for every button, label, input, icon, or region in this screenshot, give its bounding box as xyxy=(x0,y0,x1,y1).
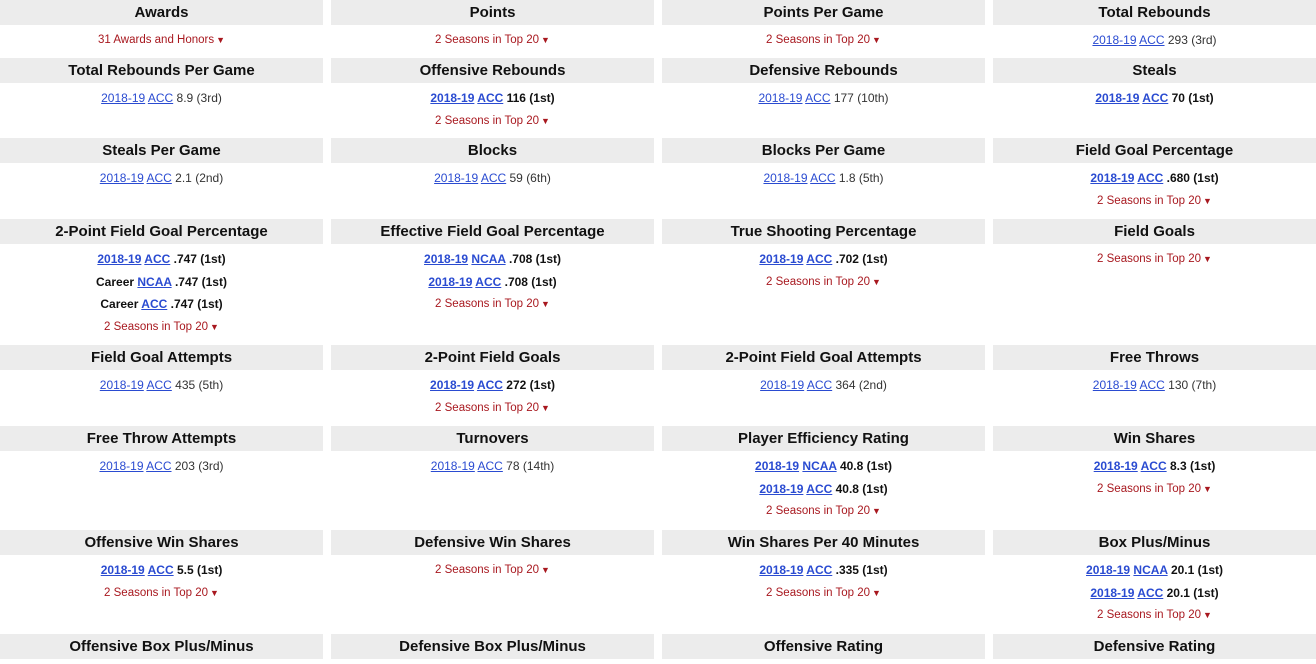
seasons-dropdown[interactable] xyxy=(331,110,654,133)
leaderboard-true-shooting-percentage xyxy=(662,219,985,345)
leaderboard-entries xyxy=(331,370,654,426)
season-link[interactable]: 2018-19 xyxy=(758,91,803,105)
leaderboard-entries xyxy=(993,451,1316,530)
conference-link[interactable]: ACC xyxy=(1140,459,1167,473)
leaderboard-title: Total Rebounds xyxy=(993,0,1316,25)
stat-entry xyxy=(0,559,323,582)
season-link[interactable]: 2018-19 xyxy=(424,252,469,266)
season-link[interactable]: 2018-19 xyxy=(1093,459,1138,473)
seasons-dropdown[interactable] xyxy=(331,397,654,420)
season-link[interactable]: 2018-19 xyxy=(97,252,142,266)
leaderboard-title: True Shooting Percentage xyxy=(662,219,985,244)
stat-value: .708 (1st) xyxy=(505,252,561,266)
conference-link[interactable]: ACC xyxy=(475,274,502,289)
dropdown-label: 2 Seasons in Top 20 xyxy=(435,34,540,46)
leaderboard-defensive-box-plus-minus xyxy=(331,634,654,664)
dropdown-label: 2 Seasons in Top 20 xyxy=(766,586,871,599)
leaderboard-row xyxy=(0,634,1316,664)
leaderboard-offensive-rating xyxy=(662,634,985,664)
caret-down-icon: ▼ xyxy=(872,587,881,598)
stat-entry xyxy=(662,559,985,582)
leaderboard-title: Points xyxy=(331,0,654,25)
leaderboard-defensive-rebounds xyxy=(662,58,985,138)
leaderboard-title: Blocks Per Game xyxy=(662,138,985,163)
conference-link[interactable]: ACC xyxy=(477,459,503,473)
leaderboard-entries xyxy=(0,163,323,219)
season-link[interactable]: 2018-19 xyxy=(760,378,805,392)
leaderboard-entries xyxy=(662,555,985,634)
dropdown-label: 2 Seasons in Top 20 xyxy=(104,320,209,333)
leaderboard-entries xyxy=(0,83,323,138)
stat-entry xyxy=(993,582,1316,605)
dropdown-label: 2 Seasons in Top 20 xyxy=(1097,609,1202,621)
dropdown-label: 2 Seasons in Top 20 xyxy=(1097,253,1202,265)
stat-entry xyxy=(331,455,654,478)
leaderboard-title: Player Efficiency Rating xyxy=(662,426,985,451)
leaderboard-entries xyxy=(662,25,985,58)
season-link[interactable]: 2018-19 xyxy=(759,252,804,266)
stat-value: .747 (1st) xyxy=(170,252,226,266)
dropdown-label: 2 Seasons in Top 20 xyxy=(766,275,871,288)
stat-value: 364 (2nd) xyxy=(832,378,887,392)
season-link[interactable]: 2018-19 xyxy=(101,91,146,105)
leaderboard-win-shares-per-40-minutes xyxy=(662,530,985,634)
leaderboard-title: 2-Point Field Goal Percentage xyxy=(0,219,323,244)
leaderboard-points-per-game xyxy=(662,0,985,58)
stat-entry xyxy=(662,87,985,110)
stat-value: 1.8 (5th) xyxy=(835,171,884,185)
stat-entry xyxy=(662,455,985,478)
stat-value: 130 (7th) xyxy=(1164,378,1217,392)
leaderboard-entries xyxy=(662,244,985,345)
stat-entry xyxy=(993,374,1316,397)
leaderboard-entries xyxy=(0,659,323,664)
stat-value: 8.9 (3rd) xyxy=(173,91,222,105)
stat-entry xyxy=(0,87,323,110)
seasons-dropdown[interactable] xyxy=(993,604,1316,627)
leaderboard-blocks xyxy=(331,138,654,219)
leaderboard-row xyxy=(0,219,1316,345)
dropdown-label: 2 Seasons in Top 20 xyxy=(1097,194,1202,207)
seasons-dropdown[interactable] xyxy=(993,248,1316,271)
stat-value: 8.3 (1st) xyxy=(1166,459,1216,473)
stat-entry xyxy=(331,87,654,110)
conference-link[interactable]: ACC xyxy=(1139,378,1165,392)
leaderboard-entries xyxy=(331,244,654,345)
leaderboard-effective-field-goal-percentage xyxy=(331,219,654,345)
dropdown-label: 2 Seasons in Top 20 xyxy=(435,564,540,576)
stat-value: 70 (1st) xyxy=(1168,91,1214,105)
stat-value: 2.1 (2nd) xyxy=(171,171,224,185)
leaderboard-box-plus-minus xyxy=(993,530,1316,634)
season-link[interactable]: 2018-19 xyxy=(1095,91,1140,105)
stat-value: .680 (1st) xyxy=(1163,171,1219,185)
stat-entry xyxy=(993,87,1316,110)
season-link[interactable]: 2018-19 xyxy=(430,378,475,392)
leaderboard-row xyxy=(0,426,1316,530)
stat-entry xyxy=(662,374,985,397)
leaderboard-field-goals xyxy=(993,219,1316,345)
conference-link[interactable]: ACC xyxy=(147,91,174,105)
dropdown-label: 2 Seasons in Top 20 xyxy=(1097,482,1202,495)
leaderboard-entries xyxy=(993,163,1316,219)
leaderboard-row xyxy=(0,530,1316,634)
season-link[interactable]: 2018-19 xyxy=(99,171,144,185)
season-link[interactable]: 2018-19 xyxy=(99,459,144,473)
stat-entry xyxy=(993,455,1316,478)
seasons-dropdown[interactable] xyxy=(331,29,654,52)
leaderboard-title: Win Shares Per 40 Minutes xyxy=(662,530,985,555)
season-link[interactable]: 2018-19 xyxy=(428,274,473,289)
leaderboard-entries xyxy=(331,25,654,58)
stat-entry xyxy=(0,167,323,190)
caret-down-icon: ▼ xyxy=(541,35,550,45)
seasons-dropdown[interactable] xyxy=(0,29,323,52)
seasons-dropdown[interactable] xyxy=(0,582,323,605)
leaderboard-entries xyxy=(993,25,1316,58)
stat-value: 203 (3rd) xyxy=(171,459,224,473)
leaderboard-title: Free Throws xyxy=(993,345,1316,370)
dropdown-label: 2 Seasons in Top 20 xyxy=(766,505,871,517)
conference-link[interactable]: ACC xyxy=(1137,171,1164,185)
conference-link[interactable]: NCAA xyxy=(471,252,506,266)
dropdown-label: 2 Seasons in Top 20 xyxy=(104,586,209,599)
leaderboard-free-throw-attempts xyxy=(0,426,323,530)
conference-link[interactable]: ACC xyxy=(480,171,507,185)
leaderboard-turnovers xyxy=(331,426,654,530)
leaderboard-title: Points Per Game xyxy=(662,0,985,25)
caret-down-icon: ▼ xyxy=(1203,610,1212,620)
leaderboard-entries xyxy=(993,555,1316,634)
conference-link[interactable]: ACC xyxy=(147,563,174,577)
stat-entry xyxy=(0,248,323,271)
leaderboard-steals-per-game xyxy=(0,138,323,219)
caret-down-icon: ▼ xyxy=(210,321,219,332)
caret-down-icon: ▼ xyxy=(1203,483,1212,494)
stat-entry xyxy=(993,559,1316,582)
caret-down-icon: ▼ xyxy=(541,402,550,413)
leaderboard-total-rebounds-per-game xyxy=(0,58,323,138)
caret-down-icon: ▼ xyxy=(872,276,881,287)
stat-value: 177 (10th) xyxy=(830,91,889,105)
stat-entry xyxy=(662,478,985,501)
seasons-dropdown[interactable] xyxy=(993,478,1316,501)
conference-link[interactable]: ACC xyxy=(806,481,833,496)
seasons-dropdown[interactable] xyxy=(0,316,323,339)
season-link[interactable]: 2018-19 xyxy=(1090,585,1135,600)
dropdown-label: 2 Seasons in Top 20 xyxy=(435,401,540,414)
conference-link[interactable]: ACC xyxy=(146,459,172,473)
leaderboard-row xyxy=(0,138,1316,219)
leaderboard-entries xyxy=(0,25,323,58)
leaderboard-entries xyxy=(993,83,1316,138)
conference-link[interactable]: ACC xyxy=(1139,33,1165,47)
leaderboard-2-point-field-goals xyxy=(331,345,654,426)
caret-down-icon: ▼ xyxy=(541,565,550,575)
conference-link[interactable]: NCAA xyxy=(137,274,172,289)
leaderboard-row xyxy=(0,345,1316,426)
conference-link[interactable]: ACC xyxy=(806,563,833,577)
leaderboard-entries xyxy=(331,451,654,530)
conference-link[interactable]: ACC xyxy=(476,378,503,392)
dropdown-label: 2 Seasons in Top 20 xyxy=(435,114,540,127)
stat-entry xyxy=(0,271,323,294)
leaderboard-defensive-win-shares xyxy=(331,530,654,634)
conference-link[interactable]: ACC xyxy=(146,171,172,185)
seasons-dropdown[interactable] xyxy=(662,271,985,294)
leaderboard-row xyxy=(0,58,1316,138)
leaderboard-entries xyxy=(331,555,654,634)
leaderboard-points xyxy=(331,0,654,58)
seasons-dropdown[interactable] xyxy=(662,29,985,52)
season-link[interactable]: 2018-19 xyxy=(759,563,804,577)
leaderboard-title: Defensive Win Shares xyxy=(331,530,654,555)
stat-value: 116 (1st) xyxy=(503,91,555,105)
leaderboard-defensive-rating xyxy=(993,634,1316,664)
stat-entry xyxy=(331,248,654,271)
leaderboard-title: Box Plus/Minus xyxy=(993,530,1316,555)
leaderboard-title: Offensive Rating xyxy=(662,634,985,659)
stat-entry xyxy=(331,374,654,397)
leaderboard-title: Free Throw Attempts xyxy=(0,426,323,451)
caret-down-icon: ▼ xyxy=(216,35,226,45)
conference-link[interactable]: ACC xyxy=(144,252,171,266)
stat-value: .702 (1st) xyxy=(832,252,888,266)
leaderboard-entries xyxy=(331,83,654,138)
leaderboard-title: Blocks xyxy=(331,138,654,163)
dropdown-label: 2 Seasons in Top 20 xyxy=(766,34,871,46)
leaderboard-title: Field Goal Attempts xyxy=(0,345,323,370)
season-link[interactable]: 2018-19 xyxy=(759,481,804,496)
conference-link[interactable]: ACC xyxy=(805,91,831,105)
season-link[interactable]: 2018-19 xyxy=(430,459,475,473)
season-link[interactable]: 2018-19 xyxy=(763,171,808,185)
leaderboard-entries xyxy=(0,370,323,426)
leaderboard-title: Turnovers xyxy=(331,426,654,451)
stat-entry xyxy=(662,167,985,190)
leaderboard-total-rebounds xyxy=(993,0,1316,58)
caret-down-icon: ▼ xyxy=(1203,195,1212,206)
stat-value: 40.8 (1st) xyxy=(832,481,888,496)
leaderboard-title: 2-Point Field Goal Attempts xyxy=(662,345,985,370)
conference-link[interactable]: ACC xyxy=(806,252,833,266)
conference-link[interactable]: ACC xyxy=(1137,585,1164,600)
career-label: Career xyxy=(100,297,142,311)
leaderboard-2-point-field-goal-attempts xyxy=(662,345,985,426)
stat-value: 20.1 (1st) xyxy=(1167,563,1223,577)
stat-value: .747 (1st) xyxy=(171,274,227,289)
stat-entry xyxy=(0,455,323,478)
leaderboard-entries xyxy=(662,370,985,426)
stat-value: 78 (14th) xyxy=(502,459,555,473)
conference-link[interactable]: NCAA xyxy=(1133,563,1168,577)
leaderboard-entries xyxy=(0,451,323,530)
stat-entry xyxy=(331,271,654,294)
stat-entry xyxy=(331,167,654,190)
season-link[interactable]: 2018-19 xyxy=(1092,33,1137,47)
leaderboard-title: Steals xyxy=(993,58,1316,83)
leaderboard-title: Field Goals xyxy=(993,219,1316,244)
leaderboard-entries xyxy=(662,83,985,138)
caret-down-icon: ▼ xyxy=(1203,254,1212,264)
leaderboard-2-point-field-goal-percentage xyxy=(0,219,323,345)
leaderboard-offensive-box-plus-minus xyxy=(0,634,323,664)
leaderboard-entries xyxy=(0,244,323,345)
conference-link[interactable]: ACC xyxy=(1142,91,1169,105)
leaderboard-field-goal-attempts xyxy=(0,345,323,426)
season-link[interactable]: 2018-19 xyxy=(755,459,800,473)
leaderboard-entries xyxy=(662,659,985,664)
leaderboard-entries xyxy=(993,659,1316,664)
conference-link[interactable]: ACC xyxy=(806,378,833,392)
season-link[interactable]: 2018-19 xyxy=(100,563,145,577)
leaderboard-title: Field Goal Percentage xyxy=(993,138,1316,163)
seasons-dropdown[interactable] xyxy=(331,559,654,582)
stat-entry xyxy=(993,167,1316,190)
leaderboard-steals xyxy=(993,58,1316,138)
leaderboard-title: Total Rebounds Per Game xyxy=(0,58,323,83)
leaderboard-title: Awards xyxy=(0,0,323,25)
leaderboard-entries xyxy=(993,370,1316,426)
caret-down-icon: ▼ xyxy=(872,506,881,516)
stat-value: 5.5 (1st) xyxy=(173,563,223,577)
leaderboard-entries xyxy=(331,659,654,664)
leaderboard-win-shares xyxy=(993,426,1316,530)
leaderboard-offensive-win-shares xyxy=(0,530,323,634)
leaderboard-title: Offensive Win Shares xyxy=(0,530,323,555)
leaderboard-entries xyxy=(331,163,654,219)
leaderboard-row xyxy=(0,0,1316,58)
leaderboard-entries xyxy=(993,244,1316,345)
leaderboard-entries xyxy=(662,163,985,219)
stat-entry xyxy=(662,248,985,271)
season-link[interactable]: 2018-19 xyxy=(434,171,479,185)
leaderboard-title: Win Shares xyxy=(993,426,1316,451)
seasons-dropdown[interactable] xyxy=(331,293,654,316)
stat-value: 272 (1st) xyxy=(502,378,555,392)
conference-link[interactable]: ACC xyxy=(477,91,504,105)
leaderboard-entries xyxy=(662,451,985,530)
leaderboard-title: Defensive Box Plus/Minus xyxy=(331,634,654,659)
seasons-dropdown[interactable] xyxy=(993,190,1316,213)
stat-value: .708 (1st) xyxy=(501,274,557,289)
stat-value: .335 (1st) xyxy=(832,563,888,577)
conference-link[interactable]: ACC xyxy=(146,378,172,392)
season-link[interactable]: 2018-19 xyxy=(1086,563,1131,577)
conference-link[interactable]: ACC xyxy=(810,171,836,185)
leaderboard-title: Steals Per Game xyxy=(0,138,323,163)
conference-link[interactable]: ACC xyxy=(141,297,168,311)
stat-value: 40.8 (1st) xyxy=(836,459,892,473)
caret-down-icon: ▼ xyxy=(872,35,881,45)
leaderboard-title: Defensive Rating xyxy=(993,634,1316,659)
leaderboard-entries xyxy=(0,555,323,634)
leaderboard-title: Offensive Rebounds xyxy=(331,58,654,83)
season-link[interactable]: 2018-19 xyxy=(99,378,144,392)
seasons-dropdown[interactable] xyxy=(662,500,985,523)
caret-down-icon: ▼ xyxy=(541,115,550,126)
stat-value: 59 (6th) xyxy=(506,171,551,185)
leaderboard-title: Offensive Box Plus/Minus xyxy=(0,634,323,659)
caret-down-icon: ▼ xyxy=(541,299,550,309)
season-link[interactable]: 2018-19 xyxy=(430,91,475,105)
leaderboard-awards xyxy=(0,0,323,58)
season-link[interactable]: 2018-19 xyxy=(1092,378,1137,392)
conference-link[interactable]: NCAA xyxy=(802,459,837,473)
stat-value: 435 (5th) xyxy=(171,378,224,392)
leaderboard-blocks-per-game xyxy=(662,138,985,219)
leaderboard-title: 2-Point Field Goals xyxy=(331,345,654,370)
stat-entry xyxy=(0,374,323,397)
leaderboard-title: Defensive Rebounds xyxy=(662,58,985,83)
stat-value: .747 (1st) xyxy=(167,297,223,311)
leaderboard-player-efficiency-rating xyxy=(662,426,985,530)
leaderboard-free-throws xyxy=(993,345,1316,426)
stat-entry xyxy=(993,29,1316,52)
season-link[interactable]: 2018-19 xyxy=(1090,171,1135,185)
dropdown-label: 31 Awards and Honors xyxy=(97,34,215,46)
stat-entry xyxy=(0,293,323,316)
career-label: Career xyxy=(96,274,138,289)
leaderboard-offensive-rebounds xyxy=(331,58,654,138)
leaderboard-field-goal-percentage xyxy=(993,138,1316,219)
leaderboard-title: Effective Field Goal Percentage xyxy=(331,219,654,244)
caret-down-icon: ▼ xyxy=(210,587,219,598)
dropdown-label: 2 Seasons in Top 20 xyxy=(435,298,540,310)
seasons-dropdown[interactable] xyxy=(662,582,985,605)
stat-value: 20.1 (1st) xyxy=(1163,585,1219,600)
stat-value: 293 (3rd) xyxy=(1164,33,1217,47)
